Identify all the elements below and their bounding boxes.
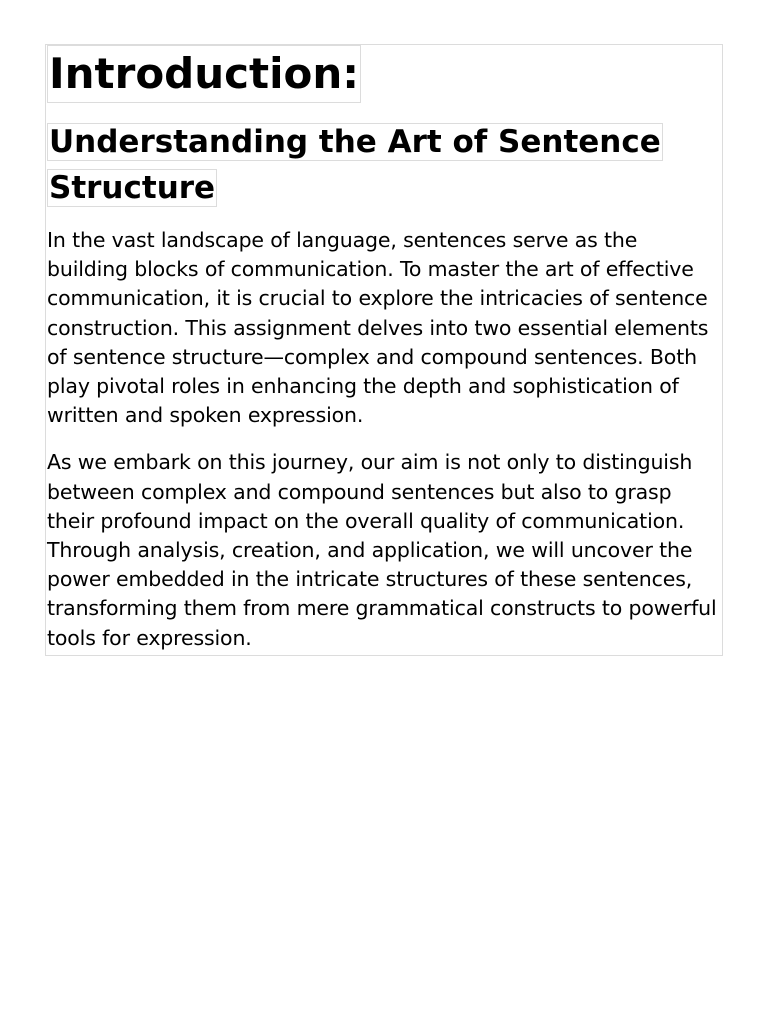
intro-paragraph-1: In the vast landscape of language, sentences serve as the building blocks of communication. To master the art of effective communication, it is crucial to explore the intricacies of sentence construction. This assignment delves into two essential elements of sentence structure—complex and compound sentences. Both play pivotal roles in enhancing the depth and sophistication of written and spoken expression. (47, 228, 709, 428)
page-title: Introduction: (47, 45, 361, 103)
document-page (45, 44, 723, 656)
page-subtitle (47, 119, 722, 211)
intro-paragraph-2: As we embark on this journey, our aim is not only to distinguish between complex and compound sentences but also to grasp their profound impact on the overall quality of communication. Through analysis, creation, and application, we will uncover the power embedded in the intricate structures of these sentences, transforming them from mere grammatical constructs to powerful tools for expression. (47, 450, 717, 650)
subtitle-text: Understanding the Art of Sentence Structure (49, 124, 661, 206)
